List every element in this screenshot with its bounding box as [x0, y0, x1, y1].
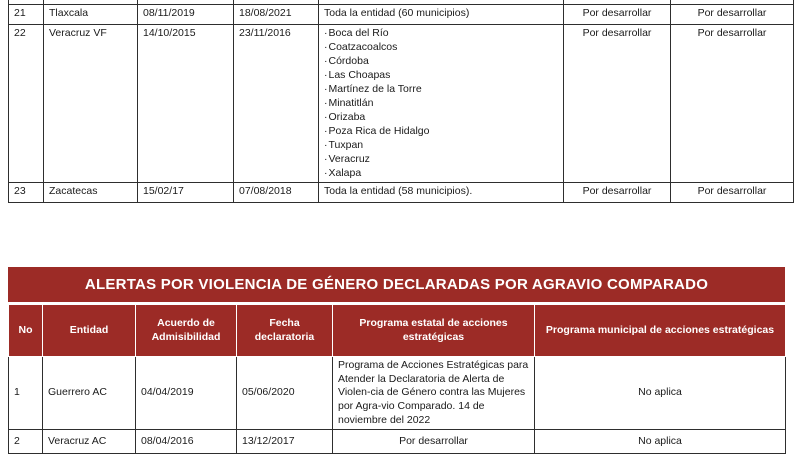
- table-header-row: [9, 305, 786, 357]
- header-entidad: Entidad: [43, 305, 136, 357]
- cell-fecha: 18/08/2021: [234, 5, 319, 25]
- municipality-list-item: · Coatzacoalcos: [324, 41, 558, 55]
- cell-entidad: Veracruz VF: [44, 25, 138, 183]
- alerts-continuation-table: [8, 0, 794, 203]
- cell-no: 21: [9, 5, 44, 25]
- header-acuerdo: Acuerdo de Admisibilidad: [136, 305, 237, 357]
- cell-acuerdo: 15/02/17: [138, 183, 234, 203]
- municipality-list-item: · Martínez de la Torre: [324, 83, 558, 97]
- cell-no: 22: [9, 25, 44, 183]
- cell-acuerdo: 14/10/2015: [138, 25, 234, 183]
- municipality-list-item: · Veracruz: [324, 153, 558, 167]
- cell-municipios: [319, 25, 564, 183]
- cell-municipios: Toda la entidad (58 municipios).: [319, 183, 564, 203]
- cell-programa-municipal: No aplica: [535, 357, 786, 430]
- table-row: [9, 430, 786, 454]
- cell-no: 23: [9, 183, 44, 203]
- cell-programa-estatal: Por desarrollar: [333, 430, 535, 454]
- municipality-list-item: · Tuxpan: [324, 139, 558, 153]
- cell-programa-estatal: Por desarrollar: [564, 25, 671, 183]
- cell-programa-estatal: Programa de Acciones Estratégicas para Atender la Declaratoria de Alerta de Violen-cia de Género contra las Mujeres por Agra-vio Comparado. 14 de noviembre del 2022: [333, 357, 535, 430]
- cell-fecha: 13/12/2017: [237, 430, 333, 454]
- cell-programa-municipal: Por desarrollar: [671, 183, 794, 203]
- municipality-list-item: · Poza Rica de Hidalgo: [324, 125, 558, 139]
- municipality-list-item: · Boca del Río: [324, 27, 558, 41]
- cell-fecha: 23/11/2016: [234, 25, 319, 183]
- continuation-table-container: [8, 0, 793, 203]
- agravio-table-container: [8, 304, 785, 454]
- cell-acuerdo: 04/04/2019: [136, 357, 237, 430]
- municipality-list: [324, 27, 558, 180]
- municipality-list-item: · Minatitlán: [324, 97, 558, 111]
- cell-programa-municipal: No aplica: [535, 430, 786, 454]
- section-banner: [8, 267, 785, 302]
- banner-title: ALERTAS POR VIOLENCIA DE GÉNERO DECLARADAS POR AGRAVIO COMPARADO: [84, 276, 709, 293]
- cell-fecha: 05/06/2020: [237, 357, 333, 430]
- cell-fecha: 07/08/2018: [234, 183, 319, 203]
- cell-acuerdo: 08/11/2019: [138, 5, 234, 25]
- header-programa-estatal: Programa estatal de acciones estratégicas: [333, 305, 535, 357]
- cell-entidad: Tlaxcala: [44, 5, 138, 25]
- municipality-list-item: · Xalapa: [324, 167, 558, 181]
- cell-programa-estatal: Por desarrollar: [564, 183, 671, 203]
- table-row: [9, 5, 794, 25]
- municipality-list-item: · Orizaba: [324, 111, 558, 125]
- table-row: [9, 183, 794, 203]
- header-no: No: [9, 305, 43, 357]
- cell-programa-municipal: Por desarrollar: [671, 5, 794, 25]
- cell-no: 1: [9, 357, 43, 430]
- header-programa-municipal: Programa municipal de acciones estratégicas: [535, 305, 786, 357]
- municipality-list-item: · Las Choapas: [324, 69, 558, 83]
- cell-entidad: Veracruz AC: [43, 430, 136, 454]
- municipality-list-item: · Córdoba: [324, 55, 558, 69]
- cell-entidad: Zacatecas: [44, 183, 138, 203]
- cell-entidad: Guerrero AC: [43, 357, 136, 430]
- agravio-comparado-table: [8, 304, 786, 454]
- header-fecha: Fecha declaratoria: [237, 305, 333, 357]
- cell-municipios: Toda la entidad (60 municipios): [319, 5, 564, 25]
- cell-acuerdo: 08/04/2016: [136, 430, 237, 454]
- cell-programa-estatal: Por desarrollar: [564, 5, 671, 25]
- cell-programa-municipal: Por desarrollar: [671, 25, 794, 183]
- table-row: [9, 357, 786, 430]
- table-row: [9, 25, 794, 183]
- cell-no: 2: [9, 430, 43, 454]
